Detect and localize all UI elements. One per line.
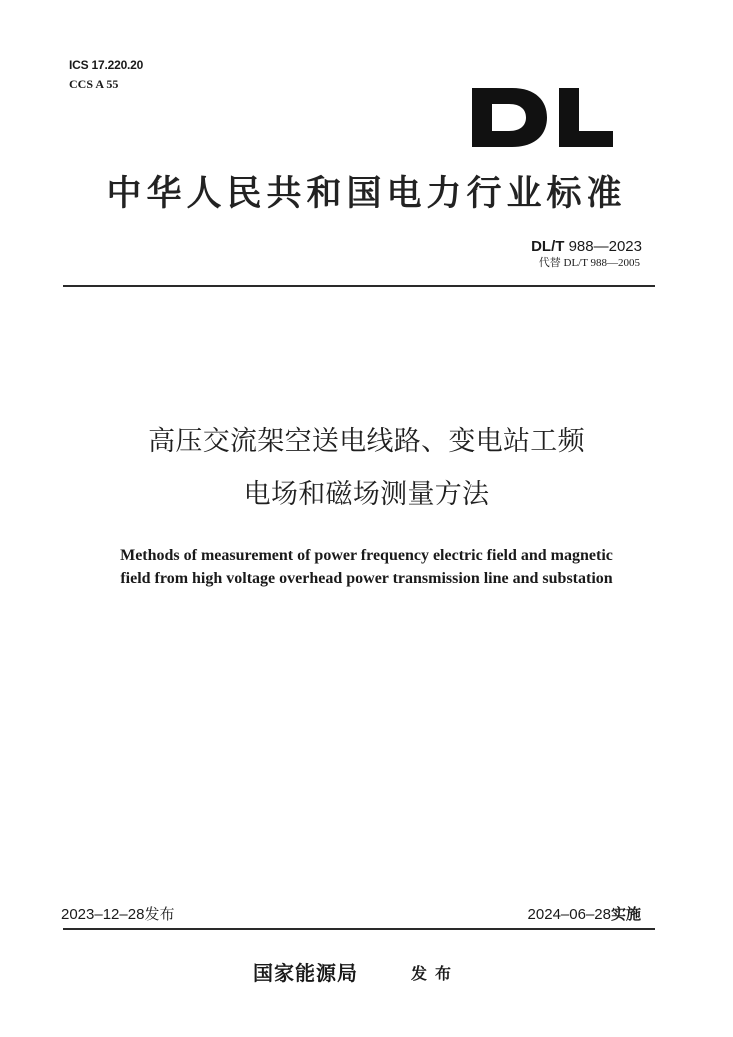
chinese-title-line-2: 电场和磁场测量方法: [243, 479, 490, 510]
bottom-divider: [63, 928, 655, 930]
ics-code: ICS 17.220.20: [69, 58, 144, 72]
standard-prefix: DL/T: [531, 238, 565, 255]
publisher-action: 发布: [411, 964, 460, 983]
standard-year-number: 988—2023: [568, 238, 642, 255]
organization-title: 中华人民共和国电力行业标准: [106, 174, 627, 214]
top-divider: [63, 285, 655, 287]
implementation-date: [528, 905, 641, 924]
issue-date: [61, 905, 174, 924]
publisher-name: 国家能源局: [253, 961, 358, 985]
issue-date-value: 2023–12–28: [61, 906, 145, 923]
ccs-code: CCS A 55: [69, 77, 119, 91]
english-title-line-1: Methods of measurement of power frequency electric field and magnetic: [120, 547, 613, 564]
chinese-title-line-1: 高压交流架空送电线路、变电站工频: [148, 426, 585, 457]
replaces-standard: 代替 DL/T 988—2005: [538, 257, 640, 269]
english-title-line-2: field from high voltage overhead power transmission line and substation: [120, 570, 613, 587]
implementation-date-value: 2024–06–28: [527, 906, 611, 923]
dl-logo: [0, 0, 733, 160]
issue-date-suffix: 发布: [144, 905, 175, 923]
standard-number: [531, 238, 642, 256]
implementation-date-suffix: 实施: [610, 905, 641, 923]
